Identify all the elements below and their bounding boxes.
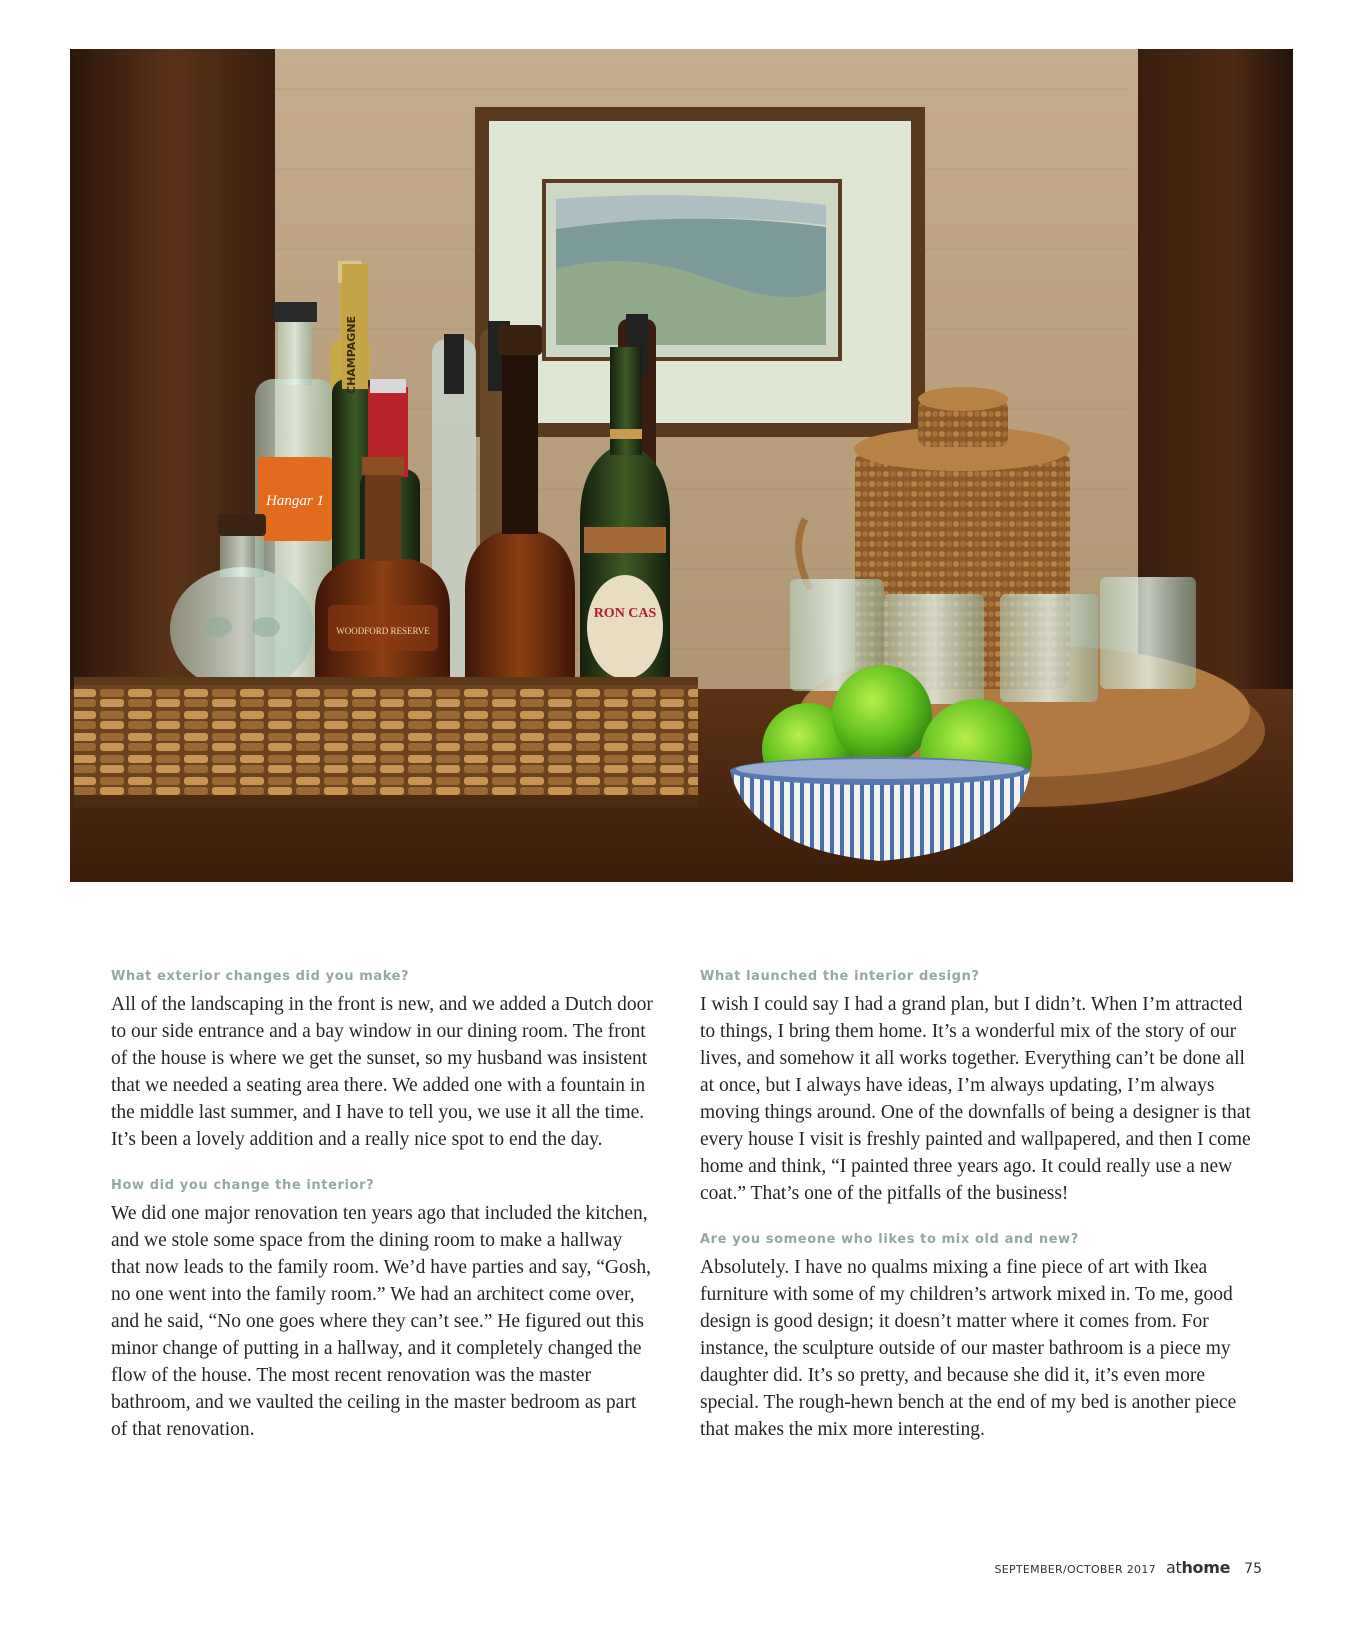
qa-block <box>700 1231 1260 1443</box>
logo-home: home <box>1181 1558 1231 1577</box>
hangar-label-text: Hangar 1 <box>266 493 324 509</box>
qa-block <box>111 1177 656 1443</box>
magazine-logo <box>1166 1558 1230 1577</box>
answer-paragraph: Absolutely. I have no qualms mixing a fine piece of art with Ikea furniture with some of my children’s artwork mixed in. To me, good design is good design; it doesn’t matter where it comes from. For instance, the sculpture outside of our master bathroom is a piece my daughter did. It’s so pretty, and because she did it, it’s even more special. The rough-hewn bench at the end of my bed is another piece that makes the mix more interesting. <box>700 1257 1237 1440</box>
logo-at: at <box>1165 1558 1182 1577</box>
ron-cas-label-text: RON CAS <box>593 606 657 621</box>
framed-harbor-print <box>475 107 925 437</box>
answer-paragraph: I wish I could say I had a grand plan, but I didn’t. When I’m attracted to things, I bring them home. It’s a wonderful mix of the story of our lives, and somehow it all works together. Everything can’t be done all at once, but I always have ideas, I’m always updating, I’m always moving things around. One of the downfalls of being a designer is that every house I visit is freshly painted and wallpapered, and then I come home and think, “I painted three years ago. It could really use a new coat.” That’s one of the pitfalls of the business! <box>700 994 1251 1204</box>
page-footer <box>994 1558 1262 1577</box>
qa-block <box>111 968 656 1153</box>
question-heading: Are you someone who likes to mix old and new? <box>700 1232 1079 1247</box>
wicker-tray <box>74 677 698 807</box>
champagne-label-text: CHAMPAGNE <box>345 315 358 394</box>
article-left-column <box>111 968 656 1467</box>
answer-paragraph: We did one major renovation ten years ago that included the kitchen, and we stole some space from the dining room to make a hallway that now leads to the family room. We’d have parties and say, “Gosh, no one went into the family room.” We had an architect come over, and he said, “No one goes where they can’t see.” He figured out this minor change of putting in a hallway, and it completely changed the flow of the house. The most recent renovation was the master bathroom, and we vaulted the ceiling in the master bedroom as part of that renovation. <box>111 1203 651 1440</box>
question-heading: How did you change the interior? <box>111 1178 375 1193</box>
page-number: 75 <box>1244 1561 1262 1577</box>
photo-illustration <box>70 49 1293 882</box>
woodford-label-text: WOODFORD RESERVE <box>336 626 430 636</box>
question-heading: What launched the interior design? <box>700 969 980 984</box>
issue-date: SEPTEMBER/OCTOBER 2017 <box>994 1563 1156 1576</box>
question-heading: What exterior changes did you make? <box>111 969 410 984</box>
article-right-column <box>700 968 1260 1467</box>
qa-block <box>700 968 1260 1207</box>
bar-cart-photo <box>70 49 1293 882</box>
answer-paragraph: All of the landscaping in the front is new, and we added a Dutch door to our side entrance and a bay window in our dining room. The front of the house is where we get the sunset, so my husband was insistent that we needed a seating area there. We added one with a fountain in the middle last summer, and I have to tell you, we use it all the time. It’s been a lovely addition and a really nice spot to end the day. <box>111 994 653 1150</box>
